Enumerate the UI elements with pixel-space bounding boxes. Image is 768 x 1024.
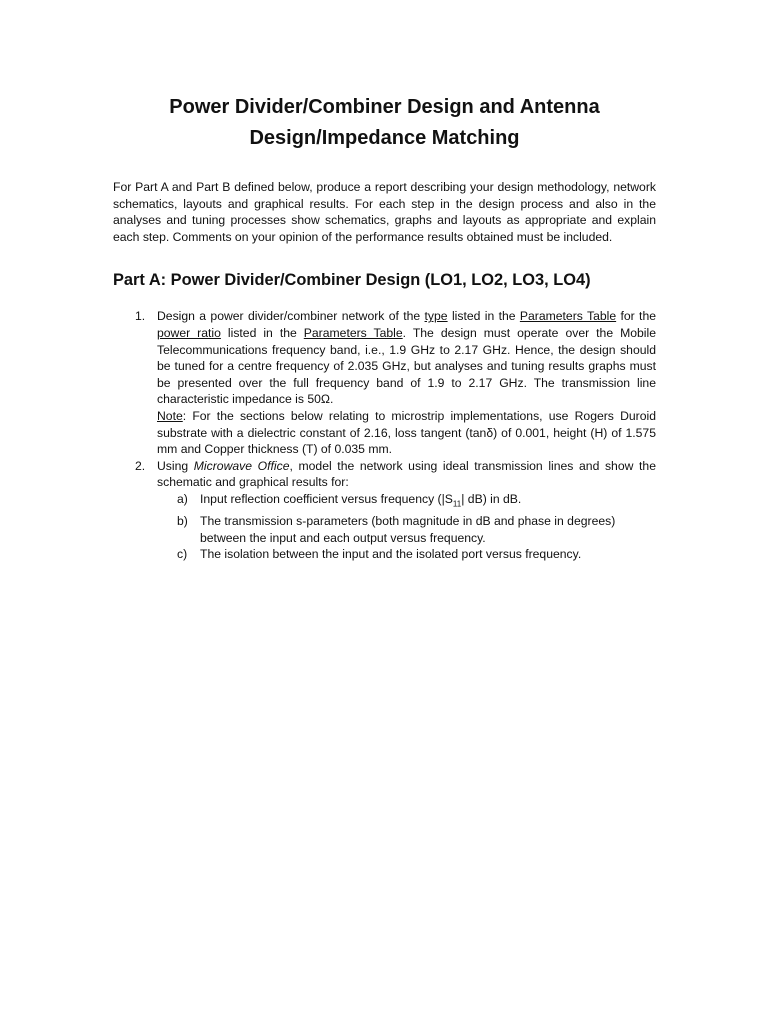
part-a-steps xyxy=(113,308,656,562)
step-2-text-b: , model the network using ideal transmission lines and show the schematic and graphical results for: xyxy=(157,458,656,490)
sub-item-a xyxy=(157,491,656,513)
sub-item-c-letter: c) xyxy=(177,547,188,562)
s11-subscript: 11 xyxy=(452,499,462,509)
title-line-2: Design/Impedance Matching xyxy=(249,127,520,149)
step-1-number: 1. xyxy=(135,309,146,324)
software-name: Microwave Office xyxy=(193,458,290,473)
parameters-table-link-2: Parameters Table xyxy=(303,325,403,340)
document-page xyxy=(113,92,656,563)
intro-paragraph: For Part A and Part B defined below, produce a report describing your design methodology, network schematics, layouts and graphical results. For each step in the design process and also in the analyses and tuning processes show schematics, graphs and layouts as appropriate and explain each step. Comments on your opinion of the performance results obtained must be included. xyxy=(113,180,656,244)
step-2-text-a: Using xyxy=(157,458,194,473)
sub-item-a-text-post: | dB) in dB. xyxy=(461,491,522,506)
power-ratio-link: power ratio xyxy=(157,325,221,340)
sub-item-a-text-pre: Input reflection coefficient versus frequency (|S xyxy=(200,491,453,506)
sub-item-c-text: The isolation between the input and the isolated port versus frequency. xyxy=(200,547,582,562)
step-2-sublist xyxy=(157,491,656,563)
sub-item-a-letter: a) xyxy=(177,491,188,506)
sub-item-b xyxy=(157,513,656,546)
part-a-heading: Part A: Power Divider/Combiner Design (LO1, LO2, LO3, LO4) xyxy=(113,271,591,290)
step-1-text-d: listed in the xyxy=(220,325,304,340)
step-1-text-b: listed in the xyxy=(447,309,520,324)
step-2 xyxy=(113,458,656,563)
note-text: : For the sections below relating to microstrip implementations, use Rogers Duroid substrate with a dielectric constant of 2.16, loss tangent (tanδ) of 0.001, height (H) of 1.575 mm and Copper thickness (T) of 0.035 mm. xyxy=(157,408,656,457)
step-1-text-c: for the xyxy=(616,309,657,324)
note-label: Note xyxy=(157,408,183,423)
title-line-1: Power Divider/Combiner Design and Antenna xyxy=(169,96,600,118)
parameters-table-link-1: Parameters Table xyxy=(519,309,617,324)
step-2-number: 2. xyxy=(135,458,146,473)
document-title xyxy=(113,92,656,154)
step-1-text-e: . The design must operate over the Mobile Telecommunications frequency band, i.e., 1.9 GHz to 2.17 GHz. Hence, the design should be tuned for a centre frequency of 2.035 GHz, but analyses and tuning results graphs must be presented over the full frequency band of 1.9 to 2.17 GHz. The transmission line characteristic impedance is 50Ω. xyxy=(157,325,656,407)
step-1-text-a: Design a power divider/combiner network of the xyxy=(157,309,425,324)
sub-item-b-letter: b) xyxy=(177,513,188,528)
step-1 xyxy=(113,308,656,457)
sub-item-b-text: The transmission s-parameters (both magnitude in dB and phase in degrees) between the input and each output versus frequency. xyxy=(200,513,616,545)
sub-item-c xyxy=(157,546,656,563)
type-link: type xyxy=(424,309,448,324)
